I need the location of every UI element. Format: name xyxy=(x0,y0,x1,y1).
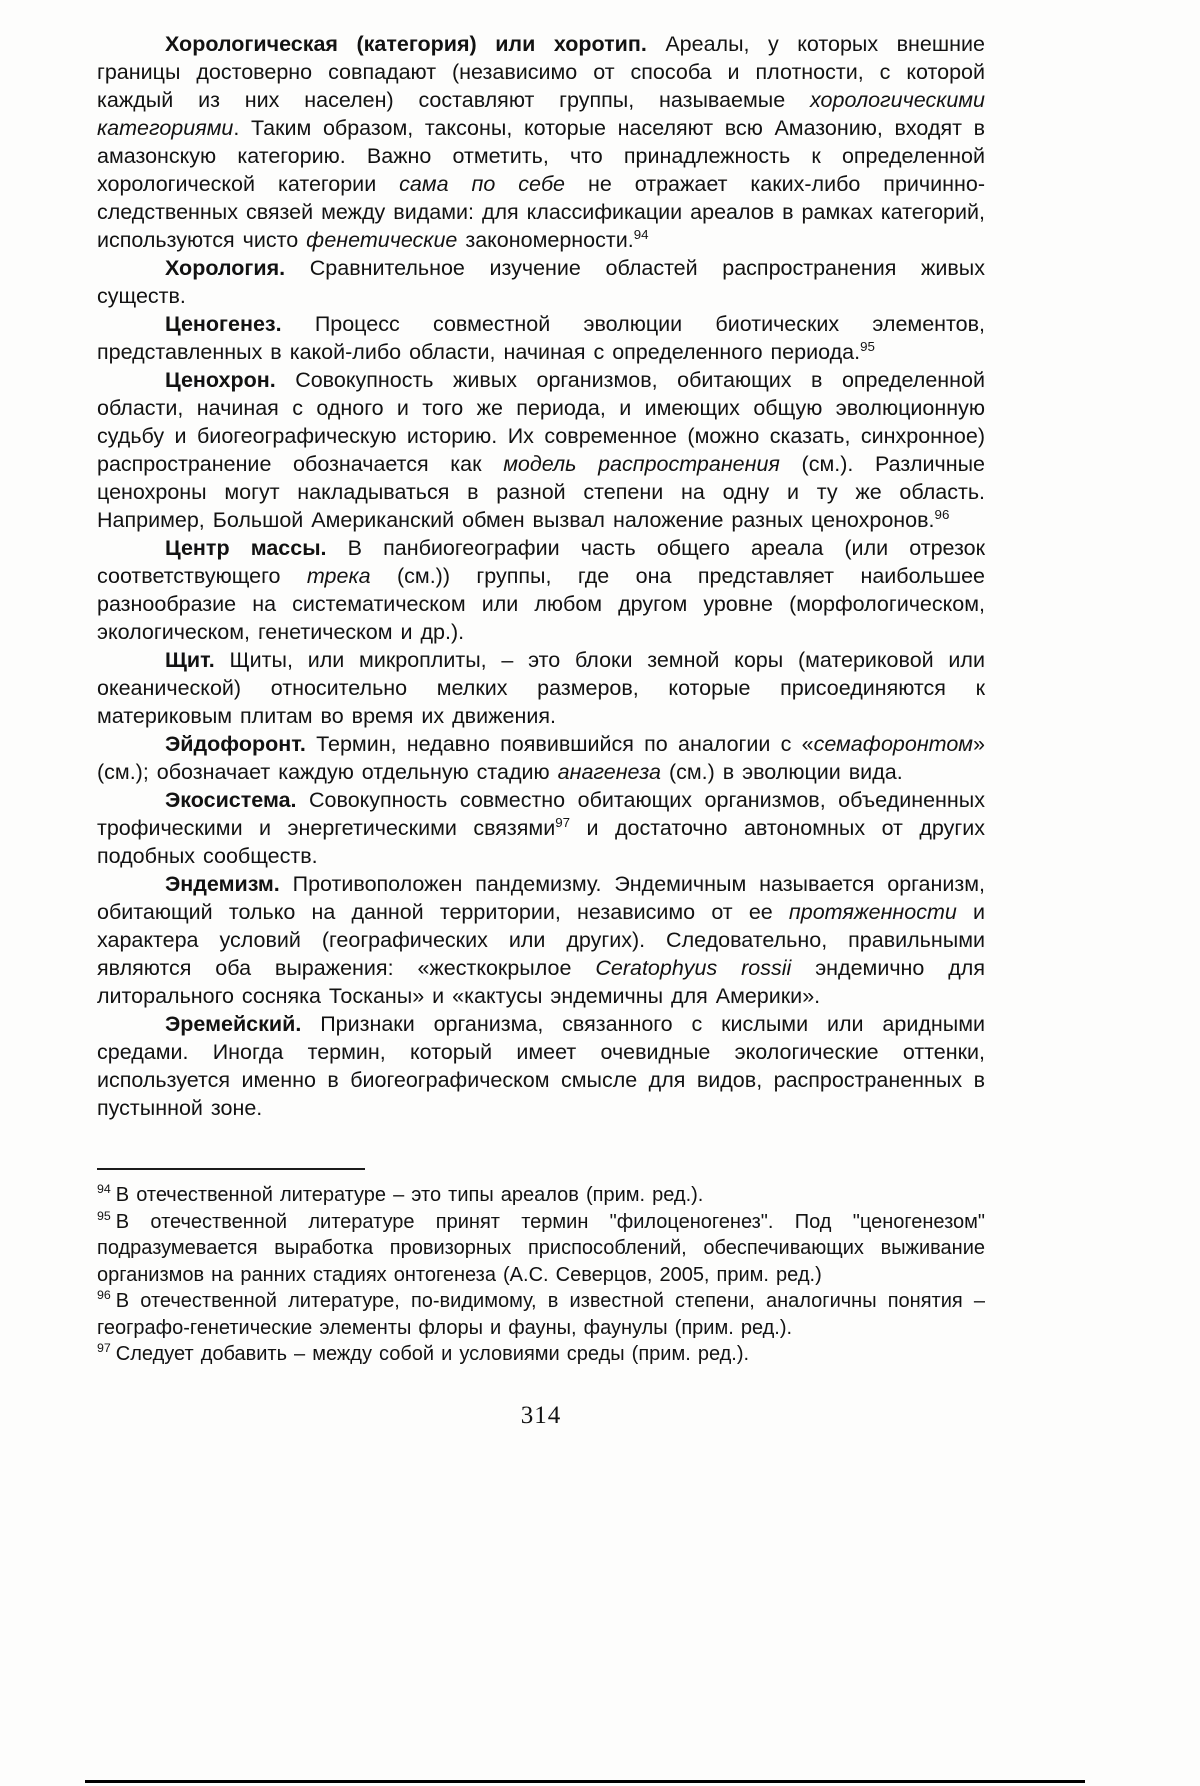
footnote-marker: 94 xyxy=(633,226,649,242)
body-text: Совокупность совместно обитающих организмов, объединенных трофическими и энергетическими связями xyxy=(97,788,985,840)
body-text: Противоположен пандемизму. Эндемичным называется организм, обитающий только на данной территории, независимо от ее xyxy=(97,872,985,924)
body-text: Признаки организма, связанного с кислыми или аридными средами. Иногда термин, который имеет очевидные экологические оттенки, используется именно в биогеографическом смысле для видов, распространенных в пустынной зоне. xyxy=(97,1012,985,1120)
term: Щит. xyxy=(165,648,215,672)
paragraph xyxy=(97,646,985,730)
footnote-marker: 95 xyxy=(860,338,875,354)
body-text: закономерности. xyxy=(457,228,634,252)
emphasis-text: Ceratophyus rossii xyxy=(595,956,792,980)
term: Ценохрон. xyxy=(165,368,276,392)
body-text: (см.) в эволюции вида. xyxy=(660,760,903,784)
term: Эремейский. xyxy=(165,1012,302,1036)
page-number: 314 xyxy=(520,1401,562,1429)
footnote-text: В отечественной литературе принят термин "филоценогенез". Под "ценогенезом" подразумевается выработка провизорных приспособлений, обеспечивающих выживание организмов на ранних стадиях онтогенеза (А.С. Северцов, 2005, прим. ред.) xyxy=(97,1210,985,1286)
scan-edge-line xyxy=(85,1780,1085,1783)
body-text: В панбиогеографии часть общего ареала (или отрезок соответствующего xyxy=(97,536,985,588)
emphasis-text: сама по себе xyxy=(399,172,566,196)
paragraph xyxy=(97,366,985,534)
emphasis-text: модель распространения xyxy=(503,452,780,476)
paragraph xyxy=(97,310,985,366)
body-text: и характера условий (географических или других). Следовательно, правильными являются оба выражения: «жесткокрылое xyxy=(97,900,985,980)
body-text: Сравнительное изучение областей распространения живых существ. xyxy=(97,256,985,308)
footnote-number: 94 xyxy=(97,1182,111,1197)
emphasis-text: протяженности xyxy=(788,900,957,924)
body-text: (см.). Различные ценохроны могут накладываться в разной степени на одну и ту же область. Например, Большой Американский обмен вызвал наложение разных ценохронов. xyxy=(97,452,985,532)
body-text: и достаточно автономных от других подобных сообществ. xyxy=(97,816,985,868)
body-text: Процесс совместной эволюции биотических элементов, представленных в какой-либо области, начиная с определенного периода. xyxy=(97,312,985,364)
body-text: . Таким образом, таксоны, которые населяют всю Амазонию, входят в амазонскую категорию. Важно отметить, что принадлежность к определенной хорологической категории xyxy=(97,116,985,196)
footnote xyxy=(97,1288,985,1341)
footnote xyxy=(97,1341,985,1368)
emphasis-text: семафоронтом xyxy=(813,732,974,756)
emphasis-text: трека xyxy=(306,564,371,588)
emphasis-text: фенетические xyxy=(306,228,458,252)
body-text: Щиты, или микроплиты, – это блоки земной коры (материковой или океанической) относительно мелких размеров, которые присоединяются к материковым плитам во время их движения. xyxy=(97,648,985,728)
paragraph xyxy=(97,30,985,254)
body-text: (см.)) группы, где она представляет наибольшее разнообразие на систематическом или любом другом уровне (морфологическом, экологическом, генетическом и др.). xyxy=(97,564,985,644)
term: Хорология. xyxy=(165,256,286,280)
footnote-text: Следует добавить – между собой и условиями среды (прим. ред.). xyxy=(115,1343,750,1365)
paragraph xyxy=(97,534,985,646)
paragraph xyxy=(97,730,985,786)
footnote-number: 95 xyxy=(97,1208,111,1223)
footnote-text: В отечественной литературе – это типы ареалов (прим. ред.). xyxy=(115,1184,704,1206)
term: Эндемизм. xyxy=(165,872,280,896)
footnote-marker: 97 xyxy=(555,814,571,830)
paragraph xyxy=(97,786,985,870)
footnote-number: 96 xyxy=(97,1288,111,1303)
footnote xyxy=(97,1182,985,1209)
body-text: Совокупность живых организмов, обитающих в определенной области, начиная с одного и того же периода, и имеющих общую эволюционную судьбу и биогеографическую историю. Их современное (можно сказать, синхронное) распространение обозначается как xyxy=(97,368,985,476)
term: Эйдофоронт. xyxy=(165,732,306,756)
body-text: » (см.); обозначает каждую отдельную стадию xyxy=(97,732,985,784)
footnote-separator-rule xyxy=(97,1168,365,1170)
body-text: Термин, недавно появившийся по аналогии с « xyxy=(305,732,814,756)
term: Хорологическая (категория) или хоротип. xyxy=(165,32,647,56)
paragraph xyxy=(97,1010,985,1122)
footnotes xyxy=(97,1182,985,1368)
term: Ценогенез. xyxy=(165,312,282,336)
term: Экосистема. xyxy=(165,788,297,812)
main-text xyxy=(97,30,985,1122)
footnote-number: 97 xyxy=(97,1341,111,1356)
body-text: Ареалы, у которых внешние границы достоверно совпадают (независимо от способа и плотности, с которой каждый из них населен) составляют группы, называемые xyxy=(97,32,985,112)
term: Центр массы. xyxy=(165,536,327,560)
body-text: эндемично для литорального сосняка Тосканы» и «кактусы эндемичны для Америки». xyxy=(97,956,985,1008)
footnote xyxy=(97,1209,985,1289)
body-text: не отражает каких-либо причинно- следственных связей между видами: для классификации ареалов в рамках категорий, используются чисто xyxy=(97,172,985,252)
paragraph xyxy=(97,870,985,1010)
footnote-marker: 96 xyxy=(934,506,950,522)
emphasis-text: анагенеза xyxy=(557,760,661,784)
emphasis-text: хорологическими категориями xyxy=(97,88,985,140)
footnote-text: В отечественной литературе, по-видимому, в известной степени, аналогичны понятия – географо-генетические элементы флоры и фауны, фаунулы (прим. ред.). xyxy=(97,1290,985,1339)
paragraph xyxy=(97,254,985,310)
